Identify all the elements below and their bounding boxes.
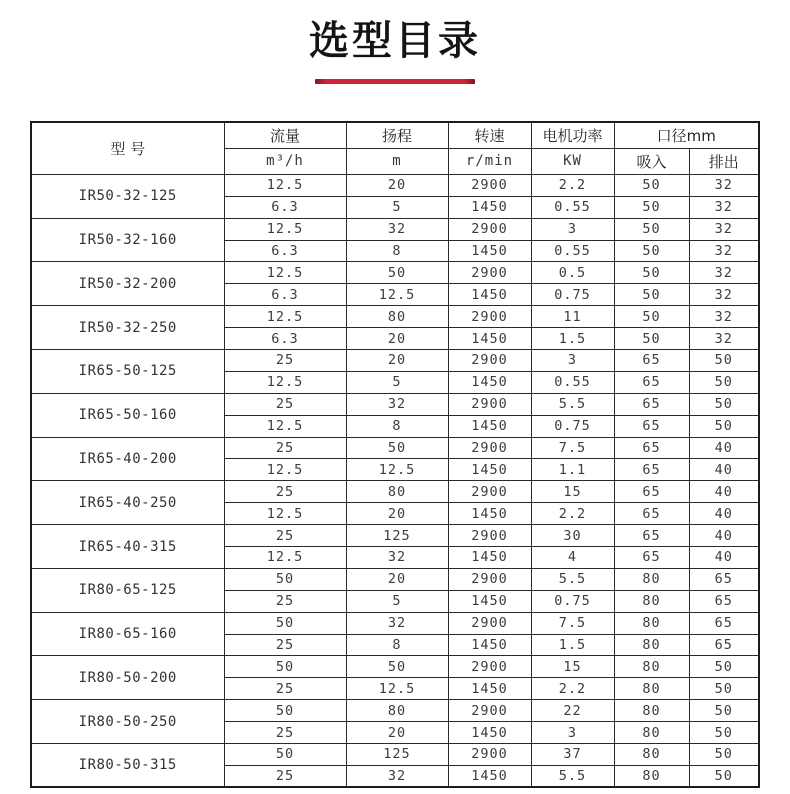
value-cell: 8	[346, 240, 448, 262]
value-cell: 20	[346, 174, 448, 196]
value-cell: 32	[346, 547, 448, 569]
value-cell: 40	[689, 437, 759, 459]
model-cell: IR80-65-125	[31, 568, 224, 612]
col-unit-power: KW	[531, 148, 614, 174]
value-cell: 2900	[448, 525, 531, 547]
value-cell: 2.2	[531, 678, 614, 700]
value-cell: 50	[689, 700, 759, 722]
value-cell: 50	[224, 656, 346, 678]
value-cell: 80	[346, 481, 448, 503]
table-row	[31, 393, 759, 415]
value-cell: 40	[689, 547, 759, 569]
value-cell: 1450	[448, 459, 531, 481]
value-cell: 0.55	[531, 240, 614, 262]
value-cell: 4	[531, 547, 614, 569]
value-cell: 2900	[448, 700, 531, 722]
value-cell: 25	[224, 634, 346, 656]
value-cell: 1450	[448, 371, 531, 393]
value-cell: 32	[346, 765, 448, 787]
col-unit-head: m	[346, 148, 448, 174]
value-cell: 6.3	[224, 328, 346, 350]
value-cell: 15	[531, 481, 614, 503]
table-row	[31, 656, 759, 678]
table-row	[31, 437, 759, 459]
value-cell: 6.3	[224, 284, 346, 306]
value-cell: 25	[224, 722, 346, 744]
value-cell: 2900	[448, 393, 531, 415]
table-row	[31, 744, 759, 766]
value-cell: 50	[224, 612, 346, 634]
value-cell: 25	[224, 525, 346, 547]
value-cell: 2.2	[531, 174, 614, 196]
value-cell: 65	[614, 371, 689, 393]
value-cell: 25	[224, 678, 346, 700]
value-cell: 50	[614, 240, 689, 262]
value-cell: 80	[614, 612, 689, 634]
col-unit-speed: r/min	[448, 148, 531, 174]
value-cell: 65	[614, 415, 689, 437]
value-cell: 12.5	[224, 262, 346, 284]
value-cell: 1450	[448, 547, 531, 569]
value-cell: 3	[531, 722, 614, 744]
value-cell: 3	[531, 218, 614, 240]
value-cell: 65	[614, 525, 689, 547]
value-cell: 2900	[448, 218, 531, 240]
value-cell: 25	[224, 437, 346, 459]
col-header-head: 扬程	[346, 122, 448, 148]
table-row	[31, 218, 759, 240]
value-cell: 125	[346, 525, 448, 547]
model-cell: IR80-65-160	[31, 612, 224, 656]
value-cell: 25	[224, 590, 346, 612]
value-cell: 5.5	[531, 393, 614, 415]
value-cell: 50	[689, 350, 759, 372]
value-cell: 5	[346, 196, 448, 218]
value-cell: 3	[531, 350, 614, 372]
value-cell: 20	[346, 503, 448, 525]
value-cell: 2900	[448, 306, 531, 328]
value-cell: 0.55	[531, 196, 614, 218]
value-cell: 2900	[448, 612, 531, 634]
value-cell: 6.3	[224, 240, 346, 262]
value-cell: 65	[689, 634, 759, 656]
model-cell: IR65-50-125	[31, 350, 224, 394]
value-cell: 12.5	[224, 503, 346, 525]
value-cell: 65	[689, 568, 759, 590]
value-cell: 1450	[448, 328, 531, 350]
value-cell: 12.5	[346, 284, 448, 306]
value-cell: 1450	[448, 590, 531, 612]
value-cell: 80	[614, 678, 689, 700]
value-cell: 25	[224, 765, 346, 787]
value-cell: 50	[689, 415, 759, 437]
value-cell: 40	[689, 459, 759, 481]
value-cell: 2.2	[531, 503, 614, 525]
value-cell: 50	[614, 328, 689, 350]
model-cell: IR80-50-250	[31, 700, 224, 744]
value-cell: 32	[689, 262, 759, 284]
value-cell: 50	[346, 262, 448, 284]
value-cell: 40	[689, 503, 759, 525]
value-cell: 65	[614, 503, 689, 525]
value-cell: 2900	[448, 350, 531, 372]
table-row	[31, 350, 759, 372]
value-cell: 65	[614, 547, 689, 569]
value-cell: 0.55	[531, 371, 614, 393]
value-cell: 50	[614, 262, 689, 284]
value-cell: 50	[346, 437, 448, 459]
value-cell: 0.5	[531, 262, 614, 284]
table-row	[31, 306, 759, 328]
value-cell: 5.5	[531, 568, 614, 590]
value-cell: 7.5	[531, 612, 614, 634]
col-header-speed: 转速	[448, 122, 531, 148]
value-cell: 11	[531, 306, 614, 328]
value-cell: 50	[346, 656, 448, 678]
value-cell: 12.5	[224, 306, 346, 328]
value-cell: 2900	[448, 656, 531, 678]
value-cell: 50	[224, 744, 346, 766]
model-cell: IR65-40-200	[31, 437, 224, 481]
value-cell: 1450	[448, 765, 531, 787]
page	[0, 18, 790, 788]
value-cell: 12.5	[346, 678, 448, 700]
value-cell: 12.5	[346, 459, 448, 481]
selection-catalog-table	[30, 121, 760, 788]
value-cell: 2900	[448, 262, 531, 284]
value-cell: 20	[346, 328, 448, 350]
value-cell: 0.75	[531, 284, 614, 306]
value-cell: 5.5	[531, 765, 614, 787]
header-row-labels	[31, 122, 759, 148]
model-cell: IR65-40-250	[31, 481, 224, 525]
value-cell: 32	[346, 218, 448, 240]
value-cell: 50	[689, 371, 759, 393]
table-header	[31, 122, 759, 174]
value-cell: 1450	[448, 634, 531, 656]
value-cell: 80	[614, 744, 689, 766]
col-header-discharge: 排出	[689, 148, 759, 174]
table-row	[31, 700, 759, 722]
value-cell: 65	[614, 393, 689, 415]
value-cell: 32	[689, 240, 759, 262]
table-body	[31, 174, 759, 787]
value-cell: 32	[689, 306, 759, 328]
value-cell: 80	[614, 590, 689, 612]
value-cell: 6.3	[224, 196, 346, 218]
value-cell: 8	[346, 415, 448, 437]
table-row	[31, 262, 759, 284]
value-cell: 80	[346, 700, 448, 722]
value-cell: 40	[689, 525, 759, 547]
value-cell: 1450	[448, 240, 531, 262]
value-cell: 25	[224, 350, 346, 372]
value-cell: 50	[614, 196, 689, 218]
value-cell: 80	[614, 700, 689, 722]
value-cell: 65	[614, 459, 689, 481]
value-cell: 80	[614, 722, 689, 744]
value-cell: 50	[614, 174, 689, 196]
value-cell: 65	[689, 612, 759, 634]
value-cell: 0.75	[531, 590, 614, 612]
value-cell: 50	[614, 284, 689, 306]
value-cell: 12.5	[224, 218, 346, 240]
value-cell: 2900	[448, 568, 531, 590]
value-cell: 32	[689, 196, 759, 218]
value-cell: 50	[689, 678, 759, 700]
value-cell: 32	[689, 284, 759, 306]
value-cell: 1450	[448, 722, 531, 744]
value-cell: 2900	[448, 744, 531, 766]
value-cell: 50	[614, 218, 689, 240]
value-cell: 80	[614, 568, 689, 590]
value-cell: 50	[689, 656, 759, 678]
value-cell: 2900	[448, 174, 531, 196]
value-cell: 80	[614, 656, 689, 678]
value-cell: 1.5	[531, 634, 614, 656]
value-cell: 32	[346, 393, 448, 415]
value-cell: 1.1	[531, 459, 614, 481]
value-cell: 32	[689, 218, 759, 240]
table-row	[31, 612, 759, 634]
value-cell: 8	[346, 634, 448, 656]
title-underline	[315, 79, 475, 84]
model-cell: IR65-40-315	[31, 525, 224, 569]
value-cell: 80	[614, 634, 689, 656]
value-cell: 2900	[448, 481, 531, 503]
value-cell: 25	[224, 393, 346, 415]
table-row	[31, 525, 759, 547]
value-cell: 1450	[448, 503, 531, 525]
value-cell: 32	[346, 612, 448, 634]
value-cell: 65	[614, 481, 689, 503]
value-cell: 65	[614, 437, 689, 459]
value-cell: 32	[689, 174, 759, 196]
value-cell: 1450	[448, 284, 531, 306]
value-cell: 30	[531, 525, 614, 547]
value-cell: 40	[689, 481, 759, 503]
value-cell: 20	[346, 568, 448, 590]
value-cell: 50	[224, 568, 346, 590]
value-cell: 12.5	[224, 174, 346, 196]
value-cell: 5	[346, 590, 448, 612]
value-cell: 1450	[448, 678, 531, 700]
model-cell: IR50-32-125	[31, 174, 224, 218]
table-row	[31, 174, 759, 196]
value-cell: 12.5	[224, 371, 346, 393]
page-title: 选型目录	[309, 18, 481, 64]
value-cell: 20	[346, 722, 448, 744]
table-row	[31, 481, 759, 503]
col-unit-flow: m³/h	[224, 148, 346, 174]
value-cell: 50	[224, 700, 346, 722]
value-cell: 80	[614, 765, 689, 787]
value-cell: 65	[614, 350, 689, 372]
value-cell: 12.5	[224, 415, 346, 437]
col-header-suction: 吸入	[614, 148, 689, 174]
model-cell: IR50-32-250	[31, 306, 224, 350]
value-cell: 7.5	[531, 437, 614, 459]
value-cell: 65	[689, 590, 759, 612]
value-cell: 50	[689, 393, 759, 415]
value-cell: 12.5	[224, 547, 346, 569]
model-cell: IR65-50-160	[31, 393, 224, 437]
model-cell: IR50-32-200	[31, 262, 224, 306]
value-cell: 50	[614, 306, 689, 328]
value-cell: 0.75	[531, 415, 614, 437]
col-header-model: 型 号	[31, 122, 224, 174]
model-cell: IR80-50-315	[31, 744, 224, 788]
value-cell: 15	[531, 656, 614, 678]
value-cell: 1.5	[531, 328, 614, 350]
value-cell: 2900	[448, 437, 531, 459]
table-row	[31, 568, 759, 590]
value-cell: 1450	[448, 196, 531, 218]
value-cell: 22	[531, 700, 614, 722]
col-header-flow: 流量	[224, 122, 346, 148]
value-cell: 50	[689, 744, 759, 766]
value-cell: 80	[346, 306, 448, 328]
col-header-power: 电机功率	[531, 122, 614, 148]
value-cell: 1450	[448, 415, 531, 437]
value-cell: 125	[346, 744, 448, 766]
value-cell: 12.5	[224, 459, 346, 481]
value-cell: 25	[224, 481, 346, 503]
value-cell: 50	[689, 722, 759, 744]
model-cell: IR50-32-160	[31, 218, 224, 262]
value-cell: 20	[346, 350, 448, 372]
value-cell: 37	[531, 744, 614, 766]
value-cell: 32	[689, 328, 759, 350]
col-header-diameter: 口径mm	[614, 122, 759, 148]
value-cell: 50	[689, 765, 759, 787]
model-cell: IR80-50-200	[31, 656, 224, 700]
value-cell: 5	[346, 371, 448, 393]
